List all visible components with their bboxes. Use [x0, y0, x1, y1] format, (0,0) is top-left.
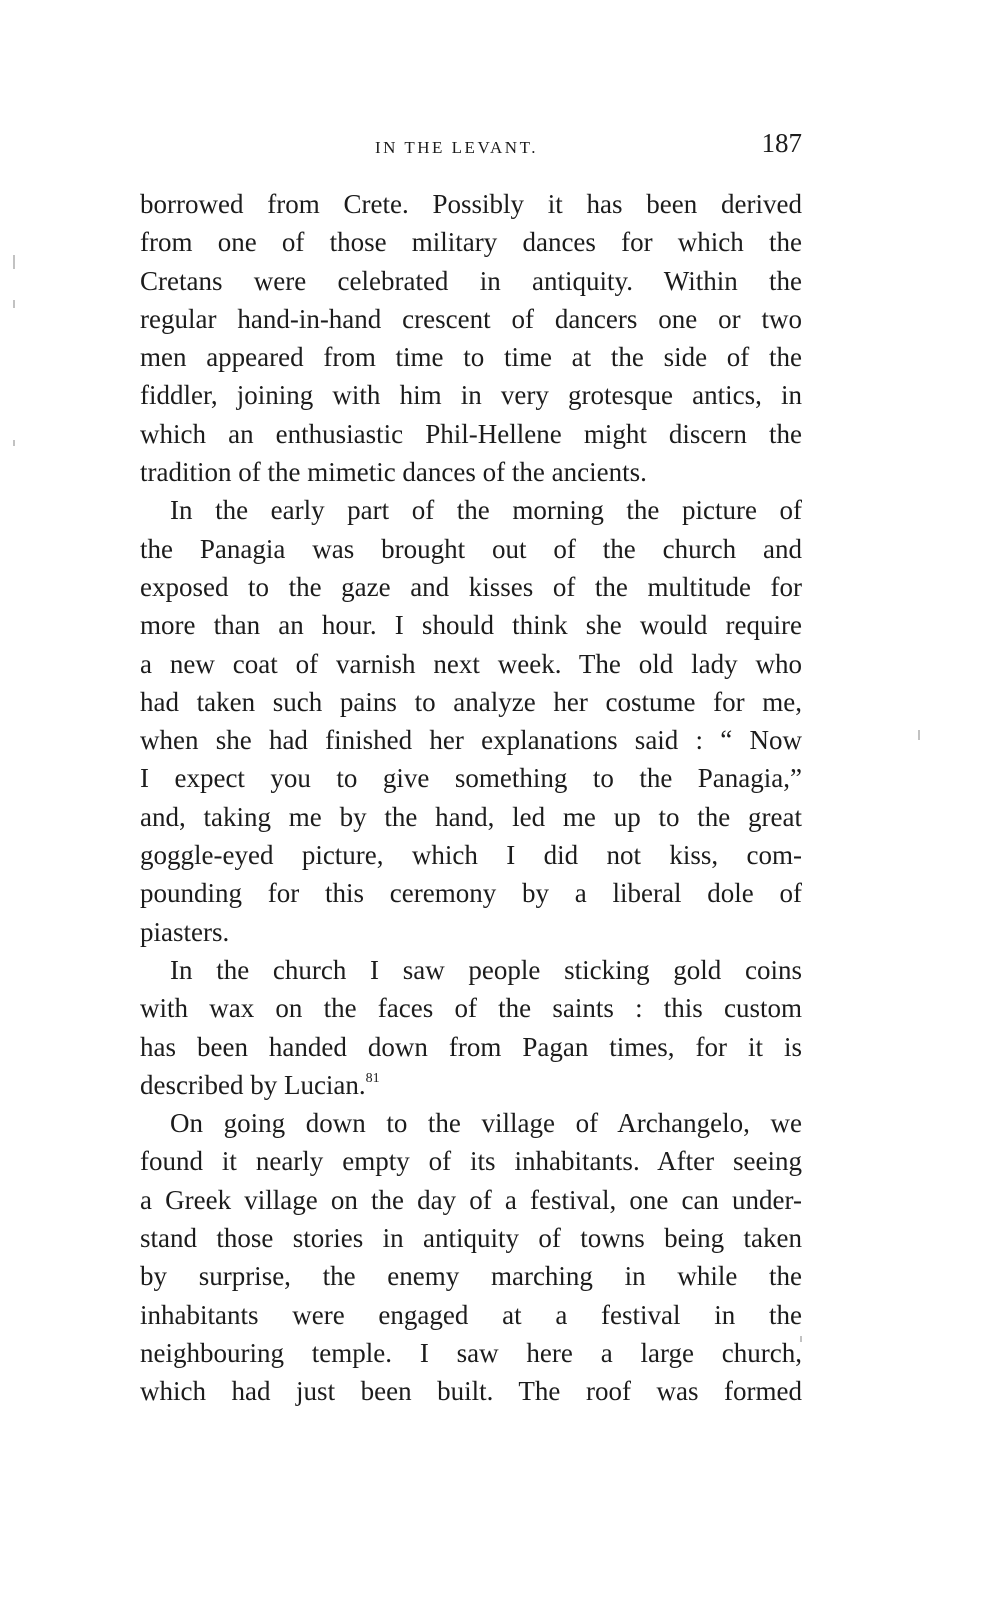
- margin-speck: [13, 440, 15, 446]
- text-line: which had just been built. The roof was formed: [140, 1376, 802, 1407]
- page-number: 187: [761, 128, 802, 158]
- text-line: In the church I saw people sticking gold coins: [170, 954, 802, 985]
- text-line: On going down to the village of Archangelo, we: [170, 1108, 802, 1139]
- text-line: inhabitants were engaged at a festival in the: [140, 1299, 802, 1330]
- margin-speck: [918, 730, 920, 740]
- footnote-reference[interactable]: 81: [365, 1070, 380, 1086]
- text-line: men appeared from time to time at the side of the: [140, 342, 802, 373]
- text-line: piasters.: [140, 916, 230, 947]
- text-line: neighbouring temple. I saw here a large church,: [140, 1337, 802, 1368]
- running-head: [140, 128, 802, 168]
- text-line: with wax on the faces of the saints : this custom: [140, 993, 802, 1024]
- body-text: [140, 185, 802, 1411]
- text-line: has been handed down from Pagan times, for it is: [140, 1031, 802, 1062]
- text-line: regular hand-in-hand crescent of dancers one or two: [140, 303, 802, 334]
- text-line: which an enthusiastic Phil-Hellene might discern the: [140, 418, 802, 449]
- text-line: and, taking me by the hand, led me up to the great: [140, 801, 802, 832]
- text-line: goggle-eyed picture, which I did not kiss, com-: [140, 840, 802, 871]
- text-line: had taken such pains to analyze her costume for me,: [140, 686, 802, 717]
- text-line: tradition of the mimetic dances of the ancients.: [140, 457, 647, 488]
- text-line: borrowed from Crete. Possibly it has been derived: [140, 189, 802, 219]
- text-line: pounding for this ceremony by a liberal dole of: [140, 878, 802, 909]
- text-line: a Greek village on the day of a festival, one can under-: [140, 1184, 802, 1215]
- text-line: by surprise, the enemy marching in while the: [140, 1261, 802, 1292]
- margin-speck: [13, 300, 15, 308]
- text-line: I expect you to give something to the Panagia,”: [140, 763, 802, 794]
- text-line: a new coat of varnish next week. The old lady who: [140, 648, 802, 679]
- running-title: IN THE LEVANT.: [375, 138, 538, 157]
- text-line: Cretans were celebrated in antiquity. Within the: [140, 265, 802, 296]
- text-line: exposed to the gaze and kisses of the multitude for: [140, 571, 802, 602]
- text-line: found it nearly empty of its inhabitants. After seeing: [140, 1146, 802, 1177]
- text-line: the Panagia was brought out of the church and: [140, 533, 802, 564]
- line-text: described by Lucian.: [140, 1069, 366, 1100]
- text-line-with-footnote: [140, 1066, 802, 1104]
- text-line: when she had finished her explanations said : “ Now: [140, 725, 802, 756]
- text-line: fiddler, joining with him in very grotesque antics, in: [140, 380, 802, 411]
- margin-speck: [13, 255, 15, 269]
- text-line: from one of those military dances for which the: [140, 227, 802, 258]
- text-line: In the early part of the morning the picture of: [170, 495, 802, 526]
- text-line: more than an hour. I should think she would require: [140, 610, 802, 641]
- text-line: stand those stories in antiquity of towns being taken: [140, 1223, 802, 1254]
